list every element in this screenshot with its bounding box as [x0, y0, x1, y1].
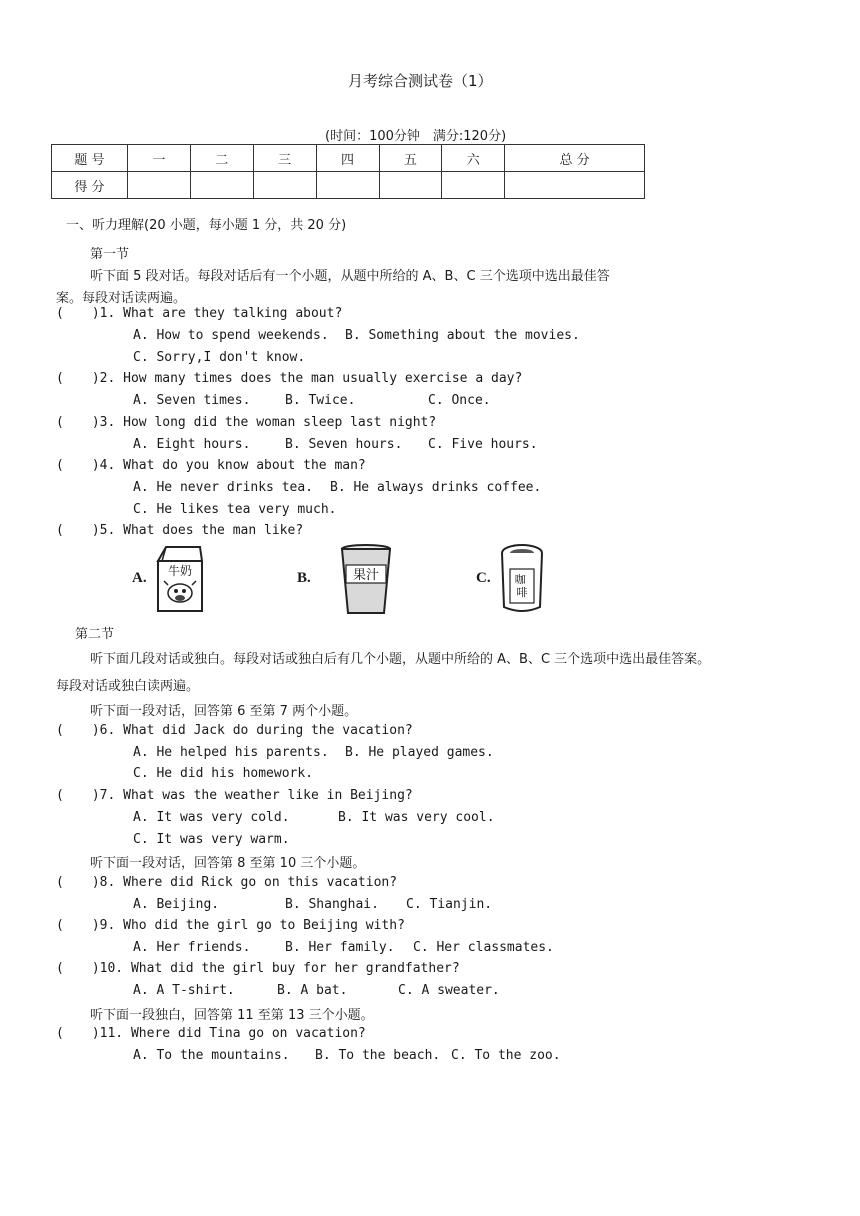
question-stem: )8. Where did Rick go on this vacation?	[91, 875, 398, 890]
section-heading: 一、听力理解(20 小题，每小题 1 分，共 20 分)	[66, 218, 347, 233]
score-table	[51, 144, 645, 199]
question-3	[56, 415, 436, 430]
question-stem: )1. What are they talking about?	[91, 306, 343, 321]
score-header-cell: 题 号	[52, 145, 128, 172]
score-header-cell: 总 分	[505, 145, 645, 172]
question-stem: )9. Who did the girl go to Beijing with?	[91, 918, 405, 933]
score-cell[interactable]	[505, 172, 645, 199]
score-cell[interactable]	[316, 172, 379, 199]
answer-blank[interactable]: (	[56, 1026, 64, 1041]
score-table-header-row	[52, 145, 645, 172]
score-header-cell: 一	[128, 145, 191, 172]
option-c: C. It was very warm.	[133, 832, 290, 847]
coffee-label	[515, 572, 530, 599]
answer-blank[interactable]: (	[56, 723, 64, 738]
option-c: C. He did his homework.	[133, 766, 314, 781]
score-cell[interactable]	[190, 172, 253, 199]
option-b: B. He always drinks coffee.	[330, 480, 542, 495]
question-9	[56, 918, 405, 933]
answer-blank[interactable]: (	[56, 458, 64, 473]
score-header-cell: 三	[253, 145, 316, 172]
score-table-score-row	[52, 172, 645, 199]
option-a: A. He helped his parents.	[133, 745, 329, 760]
option-b: B. Her family.	[285, 940, 395, 955]
coffee-can-icon	[496, 543, 548, 615]
group-instruction: 听下面一段独白，回答第 11 至第 13 三个小题。	[90, 1008, 374, 1023]
instruction-text: 案。每段对话读两遍。	[56, 291, 187, 306]
option-c: C. Five hours.	[428, 437, 538, 452]
question-10	[56, 961, 460, 976]
option-a: A. Seven times.	[133, 393, 251, 408]
picture-option-c-label: C.	[476, 570, 491, 586]
score-cell[interactable]	[253, 172, 316, 199]
answer-blank[interactable]: (	[56, 306, 64, 321]
answer-blank[interactable]: (	[56, 371, 64, 386]
juice-label: 果汁	[352, 568, 380, 583]
juice-cup-icon	[338, 543, 394, 617]
question-stem: )11. Where did Tina go on vacation?	[91, 1026, 366, 1041]
exam-time-info: (时间：100分钟 满分:120分)	[325, 129, 507, 144]
option-c: C. Sorry,I don't know.	[133, 350, 306, 365]
answer-blank[interactable]: (	[56, 415, 64, 430]
question-1	[56, 306, 342, 321]
option-b: B. Something about the movies.	[345, 328, 580, 343]
question-2	[56, 371, 522, 386]
group-instruction: 听下面一段对话，回答第 6 至第 7 两个小题。	[90, 704, 358, 719]
score-header-cell: 四	[316, 145, 379, 172]
option-a: A. Eight hours.	[133, 437, 251, 452]
option-a: A. Her friends.	[133, 940, 251, 955]
option-a: A. A T-shirt.	[133, 983, 235, 998]
option-a: A. He never drinks tea.	[133, 480, 314, 495]
part-title: 第一节	[90, 247, 130, 262]
option-b: B. It was very cool.	[338, 810, 495, 825]
group-instruction: 听下面一段对话，回答第 8 至第 10 三个小题。	[90, 856, 366, 871]
option-b: B. To the beach.	[315, 1048, 441, 1063]
question-11	[56, 1026, 366, 1041]
score-header-cell: 五	[379, 145, 442, 172]
question-stem: )3. How long did the woman sleep last night?	[91, 415, 437, 430]
option-c: C. Once.	[428, 393, 491, 408]
question-stem: )6. What did Jack do during the vacation?	[91, 723, 413, 738]
question-4	[56, 458, 366, 473]
picture-option-a-label: A.	[132, 570, 147, 586]
question-stem: )7. What was the weather like in Beijing?	[91, 788, 413, 803]
option-b: B. Twice.	[285, 393, 356, 408]
question-7	[56, 788, 413, 803]
answer-blank[interactable]: (	[56, 961, 64, 976]
score-header-cell: 六	[442, 145, 505, 172]
part-title: 第二节	[75, 627, 115, 642]
option-c: C. Her classmates.	[413, 940, 554, 955]
answer-blank[interactable]: (	[56, 875, 64, 890]
question-stem: )4. What do you know about the man?	[91, 458, 366, 473]
question-6	[56, 723, 413, 738]
score-cell[interactable]	[442, 172, 505, 199]
option-b: B. Shanghai.	[285, 897, 379, 912]
question-stem: )5. What does the man like?	[91, 523, 304, 538]
option-b: B. A bat.	[277, 983, 348, 998]
option-a: A. How to spend weekends.	[133, 328, 329, 343]
answer-blank[interactable]: (	[56, 788, 64, 803]
option-c: C. He likes tea very much.	[133, 502, 337, 517]
score-row-label: 得 分	[52, 172, 128, 199]
option-a: A. It was very cold.	[133, 810, 290, 825]
score-cell[interactable]	[128, 172, 191, 199]
coffee-label-char-1: 咖	[514, 573, 526, 586]
question-8	[56, 875, 397, 890]
score-header-cell: 二	[190, 145, 253, 172]
question-stem: )2. How many times does the man usually exercise a day?	[91, 371, 523, 386]
question-5	[56, 523, 303, 538]
option-c: C. A sweater.	[398, 983, 500, 998]
instruction-text: 听下面几段对话或独白。每段对话或独白后有几个小题，从题中所给的 A、B、C 三个选项中选出最佳答案。	[90, 652, 711, 667]
option-b: B. Seven hours.	[285, 437, 403, 452]
instruction-text: 听下面 5 段对话。每段对话后有一个小题，从题中所给的 A、B、C 三个选项中选出最佳答	[90, 269, 610, 284]
answer-blank[interactable]: (	[56, 523, 64, 538]
question-stem: )10. What did the girl buy for her grandfather?	[91, 961, 460, 976]
answer-blank[interactable]: (	[56, 918, 64, 933]
page-title: 月考综合测试卷（1）	[348, 72, 493, 90]
option-c: C. Tianjin.	[406, 897, 493, 912]
option-c: C. To the zoo.	[451, 1048, 561, 1063]
milk-carton-icon	[152, 543, 208, 615]
option-b: B. He played games.	[345, 745, 494, 760]
instruction-text: 每段对话或独白读两遍。	[56, 679, 200, 694]
milk-label: 牛奶	[167, 564, 193, 578]
picture-option-b-label: B.	[297, 570, 311, 586]
score-cell[interactable]	[379, 172, 442, 199]
option-a: A. To the mountains.	[133, 1048, 290, 1063]
coffee-label-char-2: 啡	[516, 586, 528, 599]
option-a: A. Beijing.	[133, 897, 220, 912]
